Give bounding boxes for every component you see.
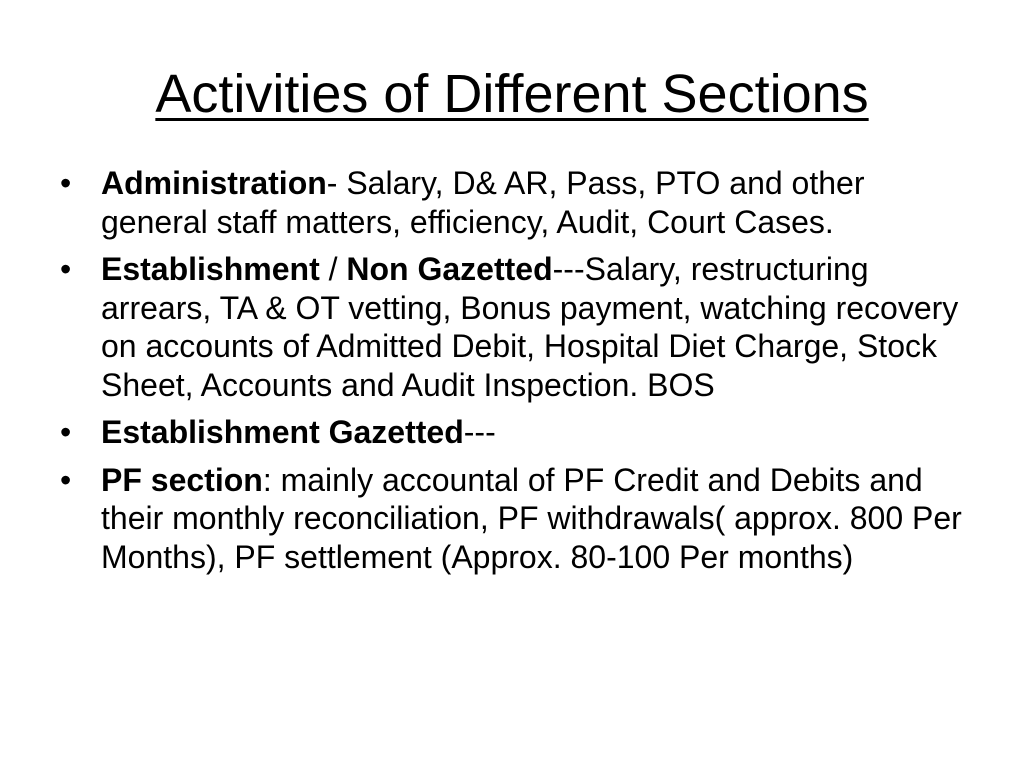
bullet-marker: • — [60, 165, 72, 201]
bullet-item-establishment-gazetted — [60, 413, 970, 452]
section-description: : mainly accountal of PF Credit and Debits and their monthly reconciliation, PF withdrawals( approx. 800 Per Months), PF settlement (Approx. 80-100 Per months) — [101, 461, 962, 575]
section-description: --- — [463, 414, 496, 450]
bullet-item-establishment-non-gazetted — [60, 250, 970, 404]
section-description: ---Salary, restructuring arrears, TA & OT vetting, Bonus payment, watching recovery on accounts of Admitted Debit, Hospital Diet Charge, Stock Sheet, Accounts and Audit Inspection. BOS — [101, 251, 959, 403]
bullet-list — [60, 164, 970, 585]
section-description: - Salary, D& AR, Pass, PTO and other general staff matters, efficiency, Audit, Court Cases. — [101, 165, 865, 240]
bullet-marker: • — [60, 461, 72, 498]
section-name: Administration — [101, 165, 327, 201]
bullet-item-pf-section — [60, 461, 970, 577]
bullet-marker: • — [60, 251, 72, 287]
slide-title — [0, 62, 1024, 126]
section-name: Establishment — [101, 251, 320, 287]
slide-title-text: Activities of Different Sections — [155, 64, 869, 124]
bullet-item-administration — [60, 164, 970, 241]
section-separator: / — [319, 251, 347, 287]
section-name: PF section — [101, 461, 263, 498]
section-name: Establishment Gazetted — [101, 414, 464, 450]
section-subname: Non Gazetted — [346, 251, 553, 287]
bullet-marker: • — [60, 414, 72, 450]
